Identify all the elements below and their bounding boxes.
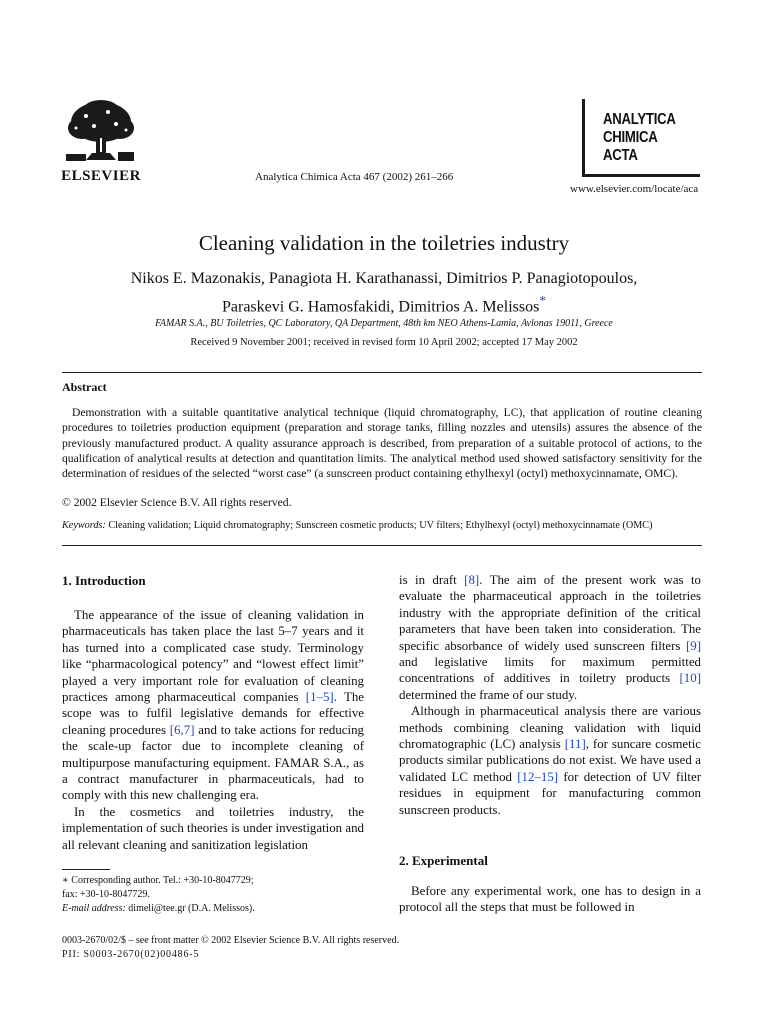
section-heading-introduction: 1. Introduction: [62, 573, 146, 588]
keywords-label: Keywords:: [62, 520, 106, 531]
affiliation: FAMAR S.A., BU Toiletries, QC Laboratory, QA Department, 48th km NEO Athens-Lamia, Avlonas 19011, Greece: [155, 318, 613, 329]
citation-link[interactable]: [1–5]: [305, 690, 334, 705]
journal-logo-line: ACTA: [603, 147, 638, 164]
elsevier-tree-icon: [56, 98, 146, 168]
footnote-divider: [62, 869, 110, 870]
page-footer: [62, 934, 399, 962]
copyright-notice: © 2002 Elsevier Science B.V. All rights reserved.: [62, 496, 292, 509]
paragraph-text: determined the frame of our study.: [399, 687, 578, 702]
paragraph-text: is in draft: [399, 573, 465, 587]
citation-link[interactable]: [10]: [679, 671, 701, 686]
journal-logo: [582, 99, 700, 177]
email-label: E-mail address:: [62, 903, 126, 914]
keywords-list: Cleaning validation; Liquid chromatography; Sunscreen cosmetic products; UV filters; Ethylhexyl (octyl) methoxycinnamate (OMC): [108, 520, 653, 531]
experimental-text: [399, 883, 701, 916]
received-dates: Received 9 November 2001; received in revised form 10 April 2002; accepted 17 May 2002: [190, 337, 578, 348]
left-column: [62, 607, 364, 853]
corresponding-author-link[interactable]: *: [539, 293, 546, 308]
paragraph-text: and to take actions for reducing the scale-up factor due to incomplete cleaning of multipurpose manufacturing equipment. FAMAR S.A., as a contract manufacturer in pharmaceuticals, had to comply with this new challenging era.: [62, 722, 364, 803]
keywords: [62, 520, 702, 531]
journal-url-link[interactable]: www.elsevier.com/locate/aca: [570, 183, 699, 195]
section-heading-experimental: 2. Experimental: [399, 853, 488, 868]
journal-logo-line: ANALYTICA: [603, 111, 676, 128]
citation-link[interactable]: [11]: [564, 737, 586, 752]
paragraph-text: for detection of UV filter residues in equipment for manufacturing common sunscreen products.: [399, 769, 701, 817]
authors-line: Paraskevi G. Hamosfakidi, Dimitrios A. Melissos: [222, 298, 540, 316]
paragraph: [399, 572, 701, 703]
journal-logo-line: CHIMICA: [603, 129, 658, 146]
right-column: [399, 572, 701, 818]
front-matter-notice: 0003-2670/02/$ – see front matter © 2002 Elsevier Science B.V. All rights reserved.: [62, 935, 400, 946]
paragraph-text: and legislative limits for maximum permitted concentrations of additives in toiletry products: [399, 655, 701, 686]
footnote-line: fax: +30-10-8047729.: [62, 889, 150, 900]
citation-link[interactable]: [12–15]: [517, 769, 559, 784]
paragraph: [399, 703, 701, 818]
paper-title: Cleaning validation in the toiletries industry: [198, 231, 570, 255]
authors-line: Nikos E. Mazonakis, Panagiota H. Karathanassi, Dimitrios P. Panagiotopoulos,: [130, 270, 638, 287]
journal-citation: Analytica Chimica Acta 467 (2002) 261–266: [255, 171, 454, 183]
divider: [62, 545, 702, 546]
pii-identifier: PII: S0003-2670(02)00486-5: [62, 949, 200, 960]
paragraph-text: . The aim of the present work was to evaluate the pharmaceutical approach in the toiletries industry with the appropriate definition of the critical parameters that have been taken into consideration. The specific absorbance of widely used sunscreen filters: [399, 573, 701, 653]
author-list: [0, 268, 768, 318]
footnote: [62, 874, 255, 916]
paragraph: Before any experimental work, one has to design in a protocol all the steps that must be followed in: [399, 884, 701, 915]
citation-link[interactable]: [9]: [685, 638, 701, 653]
citation-link[interactable]: [8]: [464, 573, 480, 587]
paragraph-text: . The scope was to fulfil legislative demands for effective cleaning procedures: [62, 690, 364, 737]
publisher-name: ELSEVIER: [61, 168, 141, 184]
paragraph: In the cosmetics and toiletries industry, the implementation of such theories is under investigation and all relevant cleaning and sanitization legislation: [62, 804, 364, 852]
citation-link[interactable]: [6,7]: [169, 722, 195, 737]
paragraph: [62, 607, 364, 804]
email-address: dimeli@tee.gr (D.A. Melissos).: [125, 903, 255, 914]
paragraph-text: , for suncare cosmetic products similar publications do not exist. We have used a validated LC method: [399, 737, 701, 784]
paragraph-text: The appearance of the issue of cleaning validation in pharmaceuticals has taken place the last 5–7 years and it has turned into a complicated case study. Terminology like “pharmacological potency” and “lowest effect limit” played a very important role for evaluation of cleaning practices among pharmaceutical companies: [62, 608, 364, 705]
abstract-heading: Abstract: [62, 380, 107, 394]
divider: [62, 372, 702, 373]
paragraph-text: Although in pharmaceutical analysis there are various methods combining cleaning validation with liquid chromatographic (LC) analysis: [399, 704, 701, 752]
abstract-text: Demonstration with a suitable quantitative analytical technique (liquid chromatography, LC), that application of routine cleaning procedures to toiletries production equipment (preparation and storage tanks, filling nozzles and utensils) assures the absence of the previously manufactured product. A quality assurance approach is described, from preparation of a suitable protocol of actions, to the qualification of analytical results at detection and quantitation limits. The analytical method used showed satisfactory sensitivity for the determination of residues of the selected “worst case” (a sunscreen product containing ethylhexyl (octyl) methoxycinnamate, OMC).: [62, 406, 702, 481]
footnote-line: ∗ Corresponding author. Tel.: +30-10-8047729;: [62, 875, 254, 886]
